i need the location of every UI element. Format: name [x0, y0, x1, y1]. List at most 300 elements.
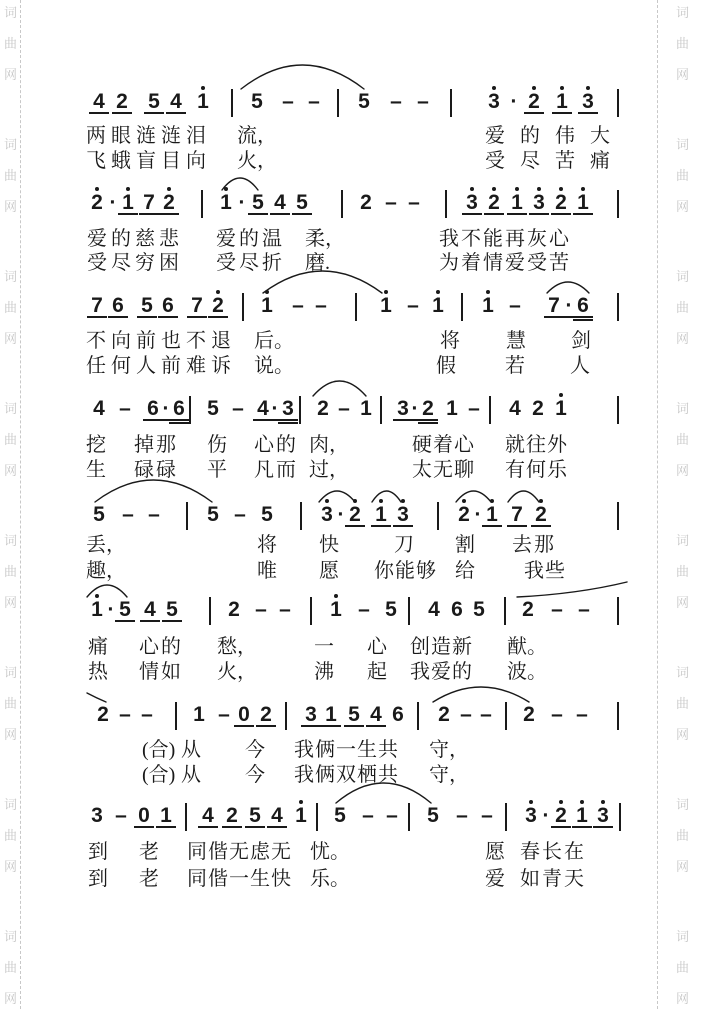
- lyric-text: 同偕一生快: [187, 868, 292, 890]
- barline: [209, 597, 211, 625]
- watermark-text: 网: [4, 67, 18, 82]
- dash-note: –: [141, 703, 153, 726]
- watermark-text: 曲: [676, 828, 690, 843]
- note: 3: [393, 399, 413, 421]
- note: 5: [207, 503, 219, 526]
- lyric-text: 从: [181, 764, 201, 786]
- barline: [242, 293, 244, 321]
- dash-note: –: [148, 503, 160, 526]
- lyric-text: 趣，: [86, 560, 126, 582]
- dash-note: –: [551, 598, 563, 621]
- octave-dot: [299, 800, 303, 804]
- barline: [310, 597, 312, 625]
- watermark-text: 网: [676, 331, 690, 346]
- note: 5: [334, 804, 346, 827]
- note: 3: [301, 705, 321, 727]
- watermark-text: 词: [676, 665, 690, 680]
- note: 5: [93, 503, 105, 526]
- watermark-text: 词: [4, 929, 18, 944]
- lyric-text: 守，: [429, 739, 469, 761]
- barline: [617, 597, 619, 625]
- watermark-text: 网: [4, 331, 18, 346]
- lyric-text: 到: [88, 841, 108, 863]
- barline: [380, 396, 382, 424]
- slur-arc: [312, 380, 367, 397]
- barline: [417, 702, 419, 730]
- watermark-text: 网: [4, 859, 18, 874]
- lyric-text: 乐。: [310, 868, 350, 890]
- note: 1: [572, 806, 592, 828]
- note: 1: [482, 505, 502, 527]
- barline: [619, 803, 621, 831]
- octave-dot: [334, 594, 338, 598]
- note: 2: [438, 703, 450, 726]
- slur-arc: [86, 691, 107, 703]
- slur-arc: [455, 490, 492, 503]
- watermark-text: 词: [676, 929, 690, 944]
- watermark-text: 网: [676, 859, 690, 874]
- dash-note: –: [408, 191, 420, 214]
- note: 6: [573, 296, 593, 318]
- lyric-text: 我不能再灰心: [439, 228, 571, 250]
- duration-dot: ·: [559, 296, 579, 318]
- duration-dot: ·: [337, 503, 345, 526]
- watermark-text: 词: [4, 5, 18, 20]
- lyric-text: 我些: [524, 560, 566, 582]
- watermark-text: 曲: [4, 960, 18, 975]
- lyric-text: 创造新: [410, 636, 473, 658]
- barline: [337, 89, 339, 117]
- barline: [617, 293, 619, 321]
- watermark-text: 词: [676, 137, 690, 152]
- octave-dot: [559, 393, 563, 397]
- note: 5: [207, 397, 219, 420]
- dash-note: –: [279, 598, 291, 621]
- note: 6: [169, 399, 189, 421]
- watermark-text: 曲: [676, 36, 690, 51]
- lyric-text: 剑: [571, 330, 591, 352]
- watermark-text: 网: [676, 727, 690, 742]
- lyric-text: 火，: [217, 661, 257, 683]
- octave-dot: [201, 86, 205, 90]
- note: 3: [317, 505, 337, 525]
- lyric-text: 爱的慈悲: [87, 228, 183, 250]
- lyric-text: 碌碌: [134, 459, 178, 481]
- slur-arc: [94, 479, 213, 503]
- note: 7: [187, 296, 207, 318]
- barline: [175, 702, 177, 730]
- barline: [231, 89, 233, 117]
- duration-dot: ·: [405, 399, 425, 421]
- dash-note: –: [460, 703, 472, 726]
- octave-dot: [492, 187, 496, 191]
- barline: [285, 702, 287, 730]
- watermark-text: 词: [4, 533, 18, 548]
- lyric-text: 伤: [207, 434, 227, 456]
- note: 5: [427, 804, 439, 827]
- note: 1: [371, 505, 391, 527]
- watermark-text: 曲: [676, 960, 690, 975]
- barline: [185, 803, 187, 831]
- note: 1: [321, 705, 341, 727]
- note: 2: [222, 806, 242, 828]
- octave-dot: [532, 86, 536, 90]
- note: 4: [366, 705, 386, 727]
- note: 5: [385, 598, 397, 621]
- duration-dot: ·: [510, 90, 518, 113]
- watermark-text: 曲: [4, 564, 18, 579]
- barline: [341, 190, 343, 218]
- octave-dot: [581, 187, 585, 191]
- note: 2: [454, 505, 474, 525]
- watermark-text: 曲: [4, 300, 18, 315]
- octave-dot: [486, 290, 490, 294]
- note: 2: [112, 92, 132, 114]
- note: 2: [208, 296, 228, 318]
- note: 2: [97, 703, 109, 726]
- watermark-text: 词: [4, 665, 18, 680]
- duration-dot: ·: [265, 399, 285, 421]
- watermark-text: 词: [676, 401, 690, 416]
- note: 3: [278, 399, 298, 421]
- lyric-text: 刀: [394, 534, 414, 556]
- note: 2: [345, 505, 365, 527]
- lyric-text: 爱的温: [216, 228, 285, 250]
- note: 1: [193, 703, 205, 726]
- note: 5: [292, 193, 312, 215]
- lyric-text: 有何乐: [505, 459, 568, 481]
- duration-dot: ·: [238, 191, 246, 214]
- lyric-text: 丢，: [86, 534, 126, 556]
- note: 5: [251, 90, 263, 113]
- lyric-text: 你能够: [374, 560, 437, 582]
- dash-note: –: [576, 703, 588, 726]
- note: 3: [462, 193, 482, 215]
- note: 1: [291, 806, 311, 826]
- lyric-text: 慧: [506, 330, 526, 352]
- note: 1: [507, 193, 527, 215]
- lyric-text: 掉那: [134, 434, 178, 456]
- lyric-text: 平: [207, 459, 227, 481]
- barline: [461, 293, 463, 321]
- note: 2: [317, 397, 329, 420]
- lyric-text: 割: [455, 534, 475, 556]
- barline: [445, 190, 447, 218]
- watermark-text: 曲: [4, 696, 18, 711]
- dash-note: –: [122, 503, 134, 526]
- slur-arc: [240, 64, 365, 90]
- dash-note: –: [255, 598, 267, 621]
- watermark-text: 网: [4, 991, 18, 1006]
- lyric-text: 流，: [237, 125, 277, 147]
- watermark-text: 曲: [676, 168, 690, 183]
- lyric-text: 受尽折: [216, 252, 285, 274]
- dash-note: –: [315, 294, 327, 317]
- dash-note: –: [119, 397, 131, 420]
- lyric-text: 挖: [86, 434, 106, 456]
- note: 7: [87, 296, 107, 318]
- watermark-text: 网: [4, 199, 18, 214]
- lyric-text: 柔，: [305, 228, 345, 250]
- dash-note: –: [308, 90, 320, 113]
- note: 7: [139, 193, 159, 215]
- barline: [505, 803, 507, 831]
- watermark-text: 词: [4, 401, 18, 416]
- barline: [437, 502, 439, 530]
- dash-note: –: [407, 294, 419, 317]
- note: 3: [484, 92, 504, 112]
- slur-arc: [516, 581, 628, 598]
- dash-note: –: [509, 294, 521, 317]
- note: 5: [137, 296, 157, 318]
- octave-dot: [559, 187, 563, 191]
- note: 1: [216, 193, 236, 213]
- barline: [316, 803, 318, 831]
- watermark-text: 网: [676, 199, 690, 214]
- lyric-text: 忧。: [310, 841, 350, 863]
- note: 1: [376, 296, 396, 316]
- watermark-text: 网: [676, 67, 690, 82]
- lyric-text: 若: [505, 355, 525, 377]
- lyric-text: 任何人前难诉: [86, 355, 236, 377]
- watermark-text: 词: [4, 269, 18, 284]
- note: 2: [418, 399, 438, 421]
- lyric-text: 不向前也不退: [86, 330, 236, 352]
- watermark-text: 曲: [4, 432, 18, 447]
- lyric-text: 将: [257, 534, 277, 556]
- octave-dot: [601, 800, 605, 804]
- lyric-text: 愁，: [217, 636, 257, 658]
- lyric-text: 波。: [507, 661, 547, 683]
- note: 5: [162, 600, 182, 622]
- lyric-text: 今: [245, 739, 265, 761]
- note: 2: [524, 92, 544, 114]
- note: 3: [91, 804, 103, 827]
- lyric-text: 愿: [319, 560, 339, 582]
- note: 6: [143, 399, 163, 421]
- octave-dot: [95, 187, 99, 191]
- barline: [201, 190, 203, 218]
- slur-arc: [371, 490, 402, 503]
- watermark-text: 词: [676, 269, 690, 284]
- lyric-text: 飞蛾盲目向: [86, 150, 211, 172]
- note: 1: [360, 397, 372, 420]
- lyric-text: 将: [440, 330, 460, 352]
- rest-note: 0: [234, 705, 254, 727]
- dash-note: –: [119, 703, 131, 726]
- lyric-text: 我爱的: [410, 661, 473, 683]
- octave-dot: [529, 800, 533, 804]
- dash-note: –: [481, 804, 493, 827]
- slur-arc: [318, 490, 356, 503]
- duration-dot: ·: [107, 598, 115, 621]
- margin-dashed-line: [657, 0, 658, 1009]
- barline: [355, 293, 357, 321]
- barline: [408, 803, 410, 831]
- dash-note: –: [282, 90, 294, 113]
- rest-note: 0: [134, 806, 154, 828]
- lyric-text: 心: [367, 636, 387, 658]
- lyric-text: 硬着心: [412, 434, 475, 456]
- note: 4: [89, 92, 109, 114]
- note: 1: [478, 296, 498, 316]
- note: 2: [228, 598, 240, 621]
- lyric-text: 春长在: [520, 841, 586, 863]
- note: 7: [544, 296, 564, 318]
- note: 5: [248, 193, 268, 215]
- note: 2: [360, 191, 372, 214]
- note: 3: [593, 806, 613, 828]
- lyric-text: (合): [142, 739, 176, 761]
- note: 3: [393, 505, 413, 527]
- dash-note: –: [234, 503, 246, 526]
- margin-dashed-line: [20, 0, 21, 1009]
- lyric-text: 今: [245, 764, 265, 786]
- note: 1: [551, 399, 571, 419]
- note: 3: [529, 193, 549, 215]
- watermark-text: 词: [4, 137, 18, 152]
- note: 5: [261, 503, 273, 526]
- lyric-text: 情如: [139, 661, 183, 683]
- note: 2: [523, 703, 535, 726]
- barline: [408, 597, 410, 625]
- note: 4: [140, 600, 160, 622]
- lyric-text: 热: [88, 661, 108, 683]
- note: 5: [344, 705, 364, 727]
- slur-arc: [432, 686, 530, 703]
- note: 2: [256, 705, 276, 727]
- lyric-text: 到: [88, 868, 108, 890]
- note: 2: [531, 505, 551, 527]
- note: 5: [358, 90, 370, 113]
- note: 2: [87, 193, 107, 213]
- lyric-text: 快: [319, 534, 339, 556]
- octave-dot: [126, 187, 130, 191]
- watermark-text: 网: [676, 463, 690, 478]
- lyric-text: 爱的伟大: [485, 125, 625, 147]
- dash-note: –: [115, 804, 127, 827]
- lyric-text: 愿: [485, 841, 505, 863]
- lyric-text: 痛: [88, 636, 108, 658]
- dash-note: –: [417, 90, 429, 113]
- note: 6: [392, 703, 404, 726]
- watermark-text: 曲: [676, 300, 690, 315]
- dash-note: –: [480, 703, 492, 726]
- note: 1: [118, 193, 138, 215]
- note: 4: [198, 806, 218, 828]
- octave-dot: [470, 187, 474, 191]
- note: 2: [159, 193, 179, 215]
- dash-note: –: [358, 598, 370, 621]
- dash-note: –: [551, 703, 563, 726]
- dash-note: –: [390, 90, 402, 113]
- note: 1: [87, 600, 107, 620]
- octave-dot: [515, 187, 519, 191]
- octave-dot: [436, 290, 440, 294]
- dash-note: –: [338, 397, 350, 420]
- note: 1: [428, 296, 448, 316]
- note: 2: [551, 193, 571, 215]
- lyric-text: 老: [139, 868, 159, 890]
- lyric-text: 肉，: [309, 434, 349, 456]
- lyric-text: 守，: [429, 764, 469, 786]
- note: 4: [253, 399, 273, 421]
- lyric-text: 后。: [254, 330, 294, 352]
- note: 4: [428, 598, 440, 621]
- slur-arc: [546, 281, 590, 294]
- barline: [189, 396, 191, 424]
- note: 2: [522, 598, 534, 621]
- watermark-text: 网: [676, 595, 690, 610]
- lyric-text: 假: [436, 355, 456, 377]
- watermark-text: 曲: [676, 432, 690, 447]
- octave-dot: [586, 86, 590, 90]
- barline: [186, 502, 188, 530]
- watermark-text: 网: [4, 463, 18, 478]
- lyric-text: 说。: [254, 355, 294, 377]
- lyric-text: 心的: [139, 636, 183, 658]
- lyric-text: 从: [181, 739, 201, 761]
- note: 1: [326, 600, 346, 620]
- watermark-text: 曲: [4, 828, 18, 843]
- watermark-text: 词: [4, 797, 18, 812]
- lyric-text: 火，: [237, 150, 277, 172]
- watermark-text: 曲: [676, 564, 690, 579]
- note: 2: [532, 397, 544, 420]
- note: 1: [257, 296, 277, 316]
- lyric-text: (合): [142, 764, 176, 786]
- dash-note: –: [578, 598, 590, 621]
- octave-dot: [384, 290, 388, 294]
- note: 5: [473, 598, 485, 621]
- barline: [617, 190, 619, 218]
- barline: [617, 502, 619, 530]
- note: 6: [451, 598, 463, 621]
- lyric-text: 就往外: [505, 434, 568, 456]
- lyric-text: 太无聊: [412, 459, 475, 481]
- lyric-text: 两眼涟涟泪: [86, 125, 211, 147]
- dash-note: –: [362, 804, 374, 827]
- slur-arc: [221, 177, 259, 191]
- note: 3: [578, 92, 598, 114]
- octave-dot: [580, 800, 584, 804]
- dash-note: –: [385, 191, 397, 214]
- lyric-text: 老: [139, 841, 159, 863]
- slur-arc: [262, 270, 383, 294]
- note: 6: [158, 296, 178, 318]
- slur-arc: [86, 584, 128, 598]
- barline: [617, 89, 619, 117]
- barline: [300, 502, 302, 530]
- note: 1: [446, 397, 458, 420]
- duration-dot: ·: [109, 191, 117, 214]
- lyric-text: 猷。: [507, 636, 547, 658]
- note: 4: [93, 397, 105, 420]
- watermark-text: 曲: [4, 168, 18, 183]
- octave-dot: [216, 290, 220, 294]
- dash-note: –: [386, 804, 398, 827]
- note: 1: [156, 806, 176, 828]
- barline: [450, 89, 452, 117]
- note: 1: [552, 92, 572, 114]
- lyric-text: 沸: [314, 661, 334, 683]
- lyric-text: 人: [570, 355, 590, 377]
- slur-arc: [507, 490, 540, 503]
- slur-arc: [335, 782, 432, 804]
- barline: [617, 396, 619, 424]
- lyric-text: 受尽苦痛: [485, 150, 625, 172]
- dash-note: –: [468, 397, 480, 420]
